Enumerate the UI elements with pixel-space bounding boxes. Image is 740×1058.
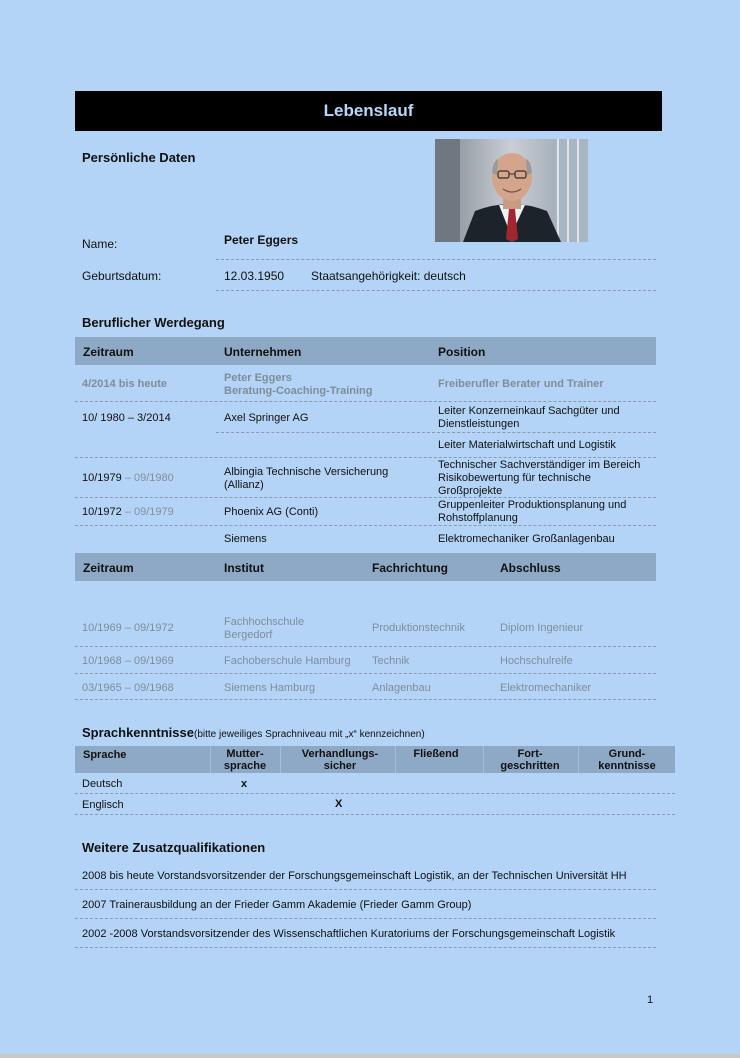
header-period: Zeitraum	[83, 561, 134, 575]
header-field: Fachrichtung	[372, 561, 449, 575]
languages-heading: Sprachkenntnisse	[82, 725, 194, 740]
header-degree: Abschluss	[500, 561, 561, 575]
career-position: Technischer Sachverständiger im Bereich	[438, 459, 641, 471]
education-degree: Hochschulreife	[500, 655, 573, 667]
header-language: Sprache	[83, 749, 127, 761]
career-position-line2: Rohstoffplanung	[438, 512, 518, 524]
header-position: Position	[438, 345, 486, 359]
divider	[75, 889, 656, 890]
education-degree: Diplom Ingenieur	[500, 622, 584, 634]
languages-heading-line	[82, 724, 425, 742]
header-company: Unternehmen	[224, 345, 302, 359]
career-position: Elektromechaniker Großanlagenbau	[438, 533, 615, 545]
qualifications-heading: Weitere Zusatzqualifikationen	[82, 840, 266, 855]
language-mark-negotiation: X	[335, 798, 343, 810]
header-institute: Institut	[224, 561, 264, 575]
career-period-start: 10/1972	[82, 506, 122, 518]
portrait-photo	[435, 139, 588, 242]
career-table-header	[75, 337, 656, 365]
education-degree: Elektromechaniker	[500, 682, 592, 694]
divider	[216, 432, 656, 433]
divider	[75, 497, 656, 498]
career-position: Freiberufler Berater und Trainer	[438, 378, 604, 390]
education-period: 10/1969 – 09/1972	[82, 622, 174, 634]
education-field: Produktionstechnik	[372, 622, 465, 634]
career-period	[82, 472, 174, 485]
career-position: Gruppenleiter Produktionsplanung und	[438, 499, 627, 511]
career-position-line3: Großprojekte	[438, 485, 503, 497]
personal-data-heading: Persönliche Daten	[82, 150, 196, 165]
birth-value: 12.03.1950	[224, 269, 285, 283]
career-company: Albingia Technische Versicherung	[224, 466, 389, 478]
divider	[75, 793, 675, 794]
divider	[75, 646, 656, 647]
divider	[75, 947, 656, 948]
name-value: Peter Eggers	[224, 233, 299, 247]
page-number: 1	[647, 994, 654, 1006]
page-bottom-edge	[0, 1054, 740, 1058]
divider	[216, 290, 656, 291]
career-company-line2: (Allianz)	[224, 479, 264, 491]
education-field: Technik	[372, 655, 410, 667]
header-negotiation-line1: Verhandlungs-	[301, 748, 379, 760]
education-field: Anlagenbau	[372, 682, 431, 694]
career-period-end: – 09/1979	[121, 506, 174, 518]
education-institute: Fachhochschule	[224, 616, 305, 628]
career-position-line2: Dienstleistungen	[438, 418, 520, 430]
header-basic-line2: kenntnisse	[598, 760, 656, 772]
header-basic-line1: Grund-	[608, 748, 646, 760]
divider	[75, 457, 656, 458]
page-title-text: Lebenslauf	[323, 101, 414, 120]
career-period-start: 10/1979	[82, 472, 122, 484]
nationality-value: Staatsangehörigkeit: deutsch	[311, 269, 466, 283]
header-advanced-line1: Fort-	[517, 748, 543, 760]
language-name: Englisch	[82, 799, 124, 811]
header-native-line2: sprache	[223, 760, 267, 772]
header-advanced-line2: geschritten	[500, 760, 560, 772]
career-position-line2: Risikobewertung für technische	[438, 472, 591, 484]
career-position: Leiter Konzerneinkauf Sachgüter und	[438, 405, 620, 417]
qualification-item: 2007 Trainerausbildung an der Frieder Gamm Akademie (Frieder Gamm Group)	[82, 899, 472, 911]
divider	[75, 814, 675, 815]
qualification-item: 2008 bis heute Vorstandsvorsitzender der Forschungsgemeinschaft Logistik, an der Technischen Universität HH	[82, 870, 627, 882]
education-institute-line2: Bergedorf	[224, 629, 273, 641]
divider	[75, 699, 656, 700]
education-period: 03/1965 – 09/1968	[82, 682, 174, 694]
career-company: Peter Eggers	[224, 372, 292, 384]
career-company: Siemens	[224, 533, 267, 545]
header-basic	[579, 748, 675, 772]
divider	[75, 918, 656, 919]
career-period-end: – 09/1980	[121, 472, 174, 484]
education-period: 10/1968 – 09/1969	[82, 655, 174, 667]
header-negotiation-line2: sicher	[323, 760, 357, 772]
career-company: Axel Springer AG	[224, 412, 309, 424]
divider	[216, 259, 656, 260]
header-negotiation	[281, 748, 399, 772]
language-mark-native: x	[241, 778, 248, 790]
languages-table-header	[75, 746, 675, 773]
language-name: Deutsch	[82, 778, 123, 790]
page-title	[75, 91, 662, 131]
career-position: Leiter Materialwirtschaft und Logistik	[438, 439, 616, 451]
career-company: Phoenix AG (Conti)	[224, 506, 319, 518]
header-period: Zeitraum	[83, 345, 134, 359]
education-table-header	[75, 553, 656, 581]
header-advanced	[484, 748, 576, 772]
divider	[75, 401, 656, 402]
birth-label: Geburtsdatum:	[82, 269, 162, 283]
career-period: 4/2014 bis heute	[82, 378, 167, 390]
education-institute: Siemens Hamburg	[224, 682, 316, 694]
qualification-item: 2002 -2008 Vorstandsvorsitzender des Wissenschaftlichen Kuratoriums der Forschungsgemeinschaft Logistik	[82, 928, 616, 940]
career-company-line2: Beratung-Coaching-Training	[224, 385, 373, 397]
divider	[75, 525, 656, 526]
name-label: Name:	[82, 237, 118, 251]
career-period: 10/ 1980 – 3/2014	[82, 412, 171, 424]
header-fluent: Fließend	[413, 748, 459, 760]
header-native	[211, 748, 279, 772]
career-heading: Beruflicher Werdegang	[82, 315, 225, 330]
education-institute: Fachoberschule Hamburg	[224, 655, 351, 667]
divider	[75, 673, 656, 674]
career-period	[82, 506, 174, 519]
languages-note: (bitte jeweiliges Sprachniveau mit „x“ kennzeichnen)	[194, 729, 425, 740]
header-native-line1: Mutter-	[226, 748, 264, 760]
